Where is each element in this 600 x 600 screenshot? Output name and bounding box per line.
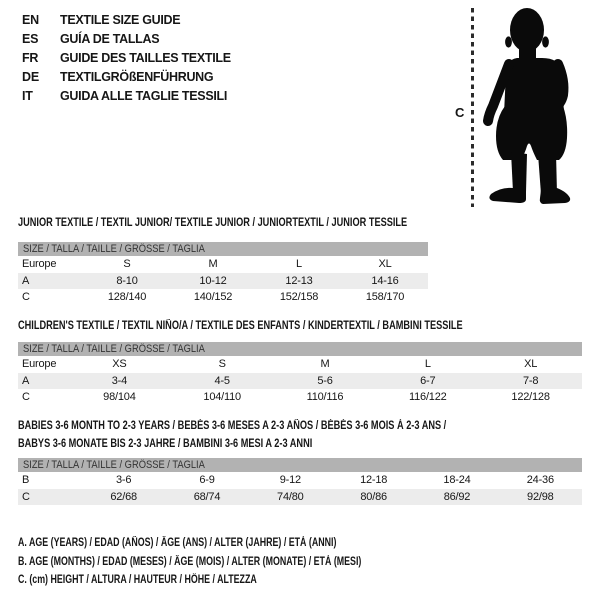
size-cell: XL [378, 258, 392, 271]
guide-title-fr: GUIDE DES TAILLES TEXTILE [60, 50, 231, 65]
size-cell: S [218, 358, 226, 371]
size-cell: 5-6 [317, 374, 333, 387]
size-cell: 7-8 [522, 374, 539, 387]
size-cell: 62/68 [110, 490, 137, 503]
size-cell: 68/74 [193, 490, 221, 503]
footnotes [18, 534, 464, 590]
babies-title-line1: BABIES 3-6 MONTH TO 2-3 YEARS / BEBÉS 3-6 MESES A 2-3 AÑOS / BÉBÉS 3-6 MOIS À 2-3 ANS / [18, 420, 447, 432]
language-row [22, 67, 231, 86]
language-row [22, 86, 231, 105]
size-cell: 98/104 [103, 391, 136, 404]
size-cell: 92/98 [527, 490, 554, 503]
language-code: IT [22, 88, 33, 103]
table-row [18, 273, 428, 290]
guide-title-de: TEXTILGRÖßENFÜHRUNG [60, 69, 214, 84]
size-header-bar [18, 458, 582, 472]
size-cell: 14-16 [371, 274, 399, 287]
size-cell: XS [112, 358, 127, 371]
language-code: ES [22, 31, 39, 46]
size-header-text: SIZE / TALLA / TAILLE / GRÖSSE / TAGLIA [23, 459, 205, 471]
guide-title-it: GUIDA ALLE TAGLIE TESSILI [60, 88, 228, 103]
language-code: EN [22, 12, 39, 27]
size-header-bar [18, 242, 428, 256]
footnote-b: B. AGE (MONTHS) / EDAD (MESES) / ÂGE (MOIS) / ALTER (MONATE) / ETÀ (MESI) [18, 555, 362, 568]
table-row [18, 489, 582, 506]
size-cell: 152/158 [279, 291, 319, 304]
table-row [18, 373, 582, 390]
table-row [18, 356, 582, 373]
row-label: B [22, 474, 30, 487]
size-cell: 128/140 [107, 291, 147, 304]
language-code: FR [22, 50, 39, 65]
table-row [18, 389, 582, 406]
row-label: C [22, 291, 30, 304]
size-cell: XL [524, 358, 538, 371]
size-cell: 158/170 [365, 291, 405, 304]
size-cell: 140/152 [193, 291, 233, 304]
height-measure-line [471, 8, 474, 207]
table-row [18, 289, 428, 306]
size-header-text: SIZE / TALLA / TAILLE / GRÖSSE / TAGLIA [23, 243, 205, 255]
size-cell: 122/128 [511, 391, 550, 404]
size-cell: 74/80 [277, 490, 304, 503]
footnote-c: C. (cm) HEIGHT / ALTURA / HAUTEUR / HÖHE / ALTEZZA [18, 574, 257, 586]
size-cell: 3-4 [111, 374, 128, 387]
size-cell: 12-13 [285, 274, 313, 287]
size-header-text: SIZE / TALLA / TAILLE / GRÖSSE / TAGLIA [23, 343, 205, 355]
children-size-table [18, 342, 582, 406]
size-cell: 110/116 [306, 391, 344, 404]
size-cell: 4-5 [214, 374, 230, 387]
language-code: DE [22, 69, 39, 84]
row-label: A [22, 374, 30, 387]
size-cell: 18-24 [443, 474, 471, 487]
size-cell: 6-7 [420, 374, 436, 387]
size-header-bar [18, 342, 582, 356]
size-cell: 116/122 [409, 391, 447, 404]
row-label: Europe [22, 358, 57, 371]
footnote-a: A. AGE (YEARS) / EDAD (AÑOS) / ÂGE (ANS) / ALTER (JAHRE) / ETÀ (ANNI) [18, 537, 337, 549]
size-cell: L [424, 358, 431, 371]
language-row [22, 29, 231, 48]
size-cell: M [320, 358, 330, 371]
junior-table [18, 256, 428, 306]
size-cell: 12-18 [360, 474, 388, 487]
size-cell: L [296, 258, 302, 271]
size-cell: 3-6 [116, 474, 132, 487]
language-guide [22, 10, 231, 105]
language-row [22, 10, 231, 29]
babies-title-line2: BABYS 3-6 MONATE BIS 2-3 JAHRE / BAMBINI 3-6 MESI A 2-3 ANNI [18, 438, 313, 450]
baby-silhouette-icon [480, 0, 600, 215]
size-cell: M [208, 258, 218, 271]
junior-size-table [18, 242, 428, 306]
size-cell: 8-10 [116, 274, 138, 287]
row-label: Europe [22, 258, 57, 271]
children-table [18, 356, 582, 406]
size-cell: 10-12 [199, 274, 227, 287]
table-row [18, 256, 428, 273]
guide-title-en: TEXTILE SIZE GUIDE [60, 12, 181, 27]
size-cell: 80/86 [360, 490, 387, 503]
children-table-title: CHILDREN'S TEXTILE / TEXTIL NIÑO/A / TEXTILE DES ENFANTS / KINDERTEXTIL / BAMBINI TESSILE [18, 320, 463, 332]
babies-table [18, 472, 582, 505]
size-cell: 86/92 [443, 490, 471, 503]
size-cell: 24-36 [526, 474, 554, 487]
row-label: C [22, 490, 30, 503]
height-measure-label: C [455, 105, 465, 120]
babies-size-table [18, 458, 582, 505]
size-cell: S [123, 258, 131, 271]
table-row [18, 472, 582, 489]
junior-table-title: JUNIOR TEXTILE / TEXTIL JUNIOR/ TEXTILE JUNIOR / JUNIORTEXTIL / JUNIOR TESSILE [18, 217, 408, 229]
babies-table-title [18, 417, 553, 453]
row-label: A [22, 274, 30, 287]
language-row [22, 48, 231, 67]
guide-title-es: GUÍA DE TALLAS [60, 31, 160, 46]
row-label: C [22, 391, 30, 404]
size-cell: 104/110 [203, 391, 241, 404]
size-cell: 9-12 [279, 474, 301, 487]
size-cell: 6-9 [199, 474, 215, 487]
